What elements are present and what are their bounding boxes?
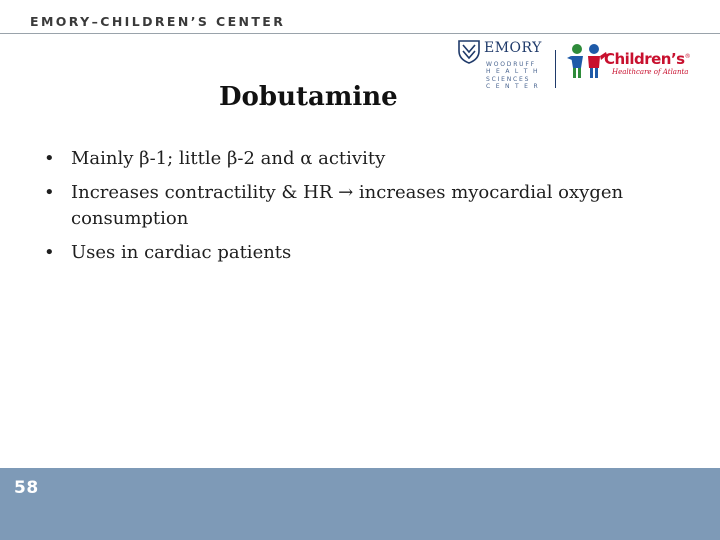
header-divider [0, 33, 720, 34]
slide-title: Dobutamine [219, 82, 398, 112]
header-org-name: EMORY–CHILDREN’S CENTER [30, 14, 286, 29]
emory-subtitle-line: WOODRUFF [486, 61, 536, 68]
childrens-name-text: Children’s [604, 50, 685, 68]
bullet-text: Increases contractility & HR → increases myocardial oxygen consumption [71, 182, 624, 229]
list-item [44, 240, 644, 266]
footer-band [0, 468, 720, 540]
childrens-subtitle: Healthcare of Atlanta [612, 68, 689, 76]
emory-subtitle-line: C E N T E R [486, 82, 540, 90]
bullet-text: Uses in cardiac patients [71, 242, 292, 263]
bullet-text: Mainly β-1; little β-2 and α activity [71, 148, 386, 169]
shield-icon [458, 40, 480, 64]
bullet-marker: • [44, 182, 55, 203]
bullet-marker: • [44, 148, 55, 169]
emory-name: EMORY [484, 40, 542, 56]
emory-subtitle [486, 61, 546, 90]
childrens-name [604, 50, 690, 68]
bullet-marker: • [44, 242, 55, 263]
logo-divider [555, 50, 556, 88]
registered-mark: ® [684, 53, 691, 60]
children-figures-icon [566, 42, 608, 80]
bullet-list [44, 146, 644, 274]
emory-subtitle-line: SCIENCES [486, 75, 531, 83]
childrens-logo [562, 40, 691, 88]
list-item [44, 180, 644, 232]
logos-group [456, 40, 691, 96]
list-item [44, 146, 644, 172]
page-number: 58 [14, 478, 39, 498]
emory-logo [456, 40, 546, 96]
emory-subtitle-line: H E A L T H [486, 68, 540, 76]
